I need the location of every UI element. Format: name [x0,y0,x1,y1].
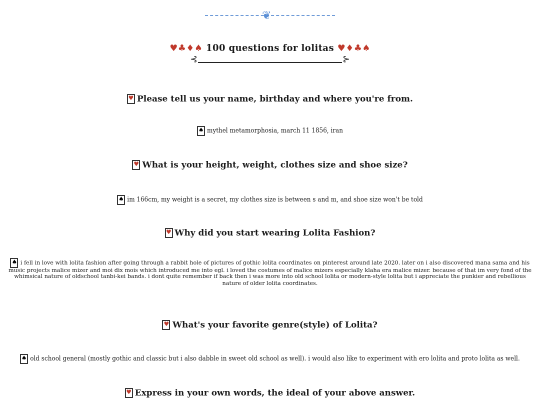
heart-card-icon: ♥ [126,389,132,396]
answer-3 [6,258,534,287]
flourish-right-icon: ⊱ [342,55,350,65]
question-text: Express in your own words, the ideal of your above answer. [134,388,416,399]
question-text: Why did you start wearing Lolita Fashion? [174,228,376,239]
question-text: What's your favorite genre(style) of Lolita? [172,320,378,331]
question-5 [0,388,540,399]
page-title [0,44,540,54]
answer-text: old school general (mostly gothic and classic but i also dabble in sweet old school as well). i would also like to experiment with ero lolita and proto lolita as well. [30,355,520,363]
top-divider [0,10,540,22]
question-3 [0,228,540,239]
title-text: 100 questions for lolitas [206,44,334,54]
heart-card-icon: ♥ [133,161,139,168]
answer-4 [0,354,540,364]
answer-text: im 166cm, my weight is a secret, my clothes size is between s and m, and shoe size won't be told [127,196,423,204]
answer-2 [0,195,540,205]
question-1 [0,94,540,105]
answer-text: mythel metamorphosia, march 11 1856, iran [207,127,343,135]
heart-card-icon: ♥ [163,321,170,328]
question-text: Please tell us your name, birthday and where you're from. [136,94,414,105]
question-text: What is your height, weight, clothes size and shoe size? [142,160,408,171]
spade-card-icon: ♠ [21,355,27,362]
answer-text: i fell in love with lolita fashion after going through a rabbit hole of pictures of gothic lolita coordinates on pinterest around late 2020. later on i also discovered mana sama and his music projects malice mizer and moi dix mois which introduced me into egl. i loved the costumes of malice mizers especially klaha era malice mizer. because of that im very fond of the whimsical nature of oldschool tanbi-kei bands. i dont quite remember if back then i was more into old school lolita or modern-style lolita but i appreciate the punkier and rebellious nature of older lolita coordinates. [8,260,532,287]
spade-card-icon: ♠ [198,127,204,134]
spade-card-icon: ♠ [118,196,124,203]
heart-card-icon: ♥ [165,229,172,236]
title-suffix-symbols: ♥♦♣♠ [337,44,371,54]
flourish-bar [198,62,342,63]
title-prefix-symbols: ♥♣♦♠ [169,44,203,54]
flourish-left-icon: ⊰ [190,55,198,65]
question-4 [0,320,540,331]
bow-icon: ❦ [262,9,272,22]
question-2 [0,160,540,171]
title-flourish [190,57,350,67]
heart-card-icon: ♥ [128,95,134,102]
answer-1 [0,126,540,136]
spade-card-icon: ♠ [11,259,18,266]
